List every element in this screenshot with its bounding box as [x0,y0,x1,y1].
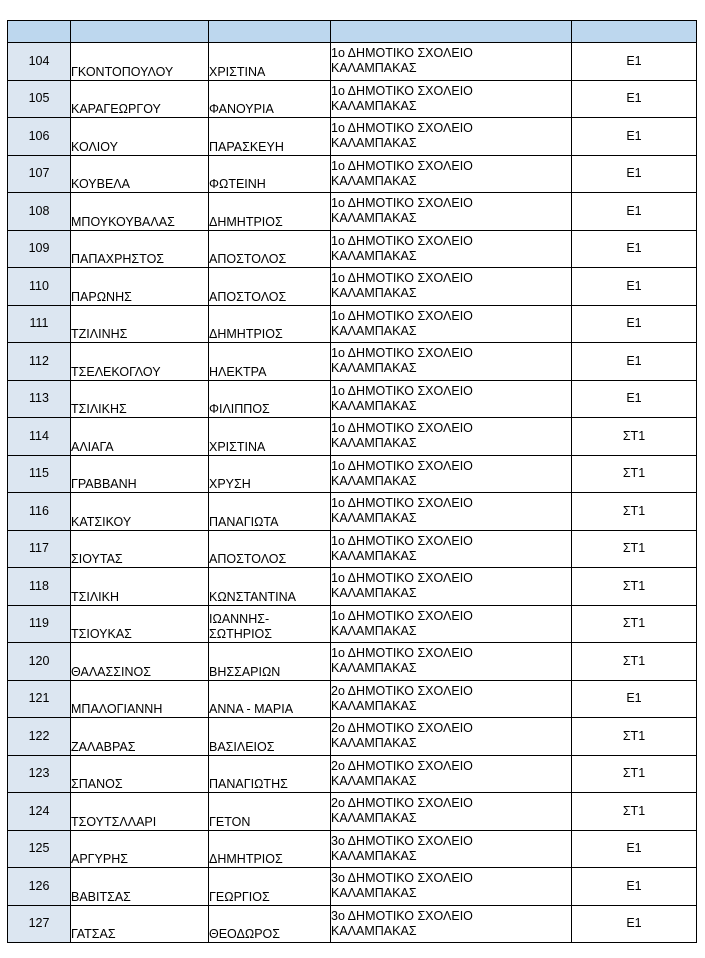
school-cell [331,718,572,756]
school-line: ΚΑΛΑΜΠΑΚΑΣ [331,623,417,638]
table-row [8,380,697,418]
row-number: 119 [8,605,71,643]
surname-cell: ΚΟΥΒΕΛΑ [71,155,209,193]
school-cell [331,643,572,681]
grade-cell: Ε1 [572,80,697,118]
school-cell [331,568,572,606]
surname-cell: ΚΟΛΙΟΥ [71,118,209,156]
school-cell [331,680,572,718]
firstname-line: ΑΠΟΣΤΟΛΟΣ [209,252,287,266]
table-row [8,830,697,868]
firstname-cell [209,305,331,343]
school-cell [331,230,572,268]
firstname-line: ΦΑΝΟΥΡΙΑ [209,102,274,116]
firstname-cell [209,755,331,793]
school-line: ΚΑΛΑΜΠΑΚΑΣ [331,473,417,488]
school-line: 3ο ΔΗΜΟΤΙΚΟ ΣΧΟΛΕΙΟ [331,871,473,886]
school-line: 1ο ΔΗΜΟΤΙΚΟ ΣΧΟΛΕΙΟ [331,496,473,511]
school-line: ΚΑΛΑΜΠΑΚΑΣ [331,61,417,76]
table-row [8,868,697,906]
grade-cell: Ε1 [572,905,697,943]
firstname-line: ΒΗΣΣΑΡΙΩΝ [209,664,281,679]
school-line: 1ο ΔΗΜΟΤΙΚΟ ΣΧΟΛΕΙΟ [331,608,473,623]
school-cell [331,605,572,643]
firstname-cell [209,455,331,493]
row-number: 125 [8,830,71,868]
surname-cell: ΣΙΟΥΤΑΣ [71,530,209,568]
table-row [8,193,697,231]
school-line: ΚΑΛΑΜΠΑΚΑΣ [331,398,417,413]
firstname-cell [209,680,331,718]
school-cell [331,155,572,193]
firstname-cell [209,793,331,831]
firstname-cell [209,830,331,868]
school-cell [331,118,572,156]
school-line: ΚΑΛΑΜΠΑΚΑΣ [331,586,417,601]
school-line: ΚΑΛΑΜΠΑΚΑΣ [331,811,417,826]
firstname-line: ΗΛΕΚΤΡΑ [209,364,267,379]
table-row [8,455,697,493]
header-cell-firstname [209,21,331,43]
surname-cell: ΚΑΤΣΙΚΟΥ [71,493,209,531]
row-number: 106 [8,118,71,156]
school-line: 1ο ΔΗΜΟΤΙΚΟ ΣΧΟΛΕΙΟ [331,346,473,361]
school-line: ΚΑΛΑΜΠΑΚΑΣ [331,736,417,751]
row-number: 104 [8,43,71,81]
surname-cell: ΤΖΙΛΙΝΗΣ [71,305,209,343]
grade-cell: ΣΤ1 [572,605,697,643]
surname-cell: ΒΑΒΙΤΣΑΣ [71,868,209,906]
surname-cell: ΑΡΓΥΡΗΣ [71,830,209,868]
grade-cell: ΣΤ1 [572,493,697,531]
surname-cell: ΓΡΑΒΒΑΝΗ [71,455,209,493]
school-line: 1ο ΔΗΜΟΤΙΚΟ ΣΧΟΛΕΙΟ [331,196,473,211]
school-line: ΚΑΛΑΜΠΑΚΑΣ [331,661,417,676]
table-row [8,493,697,531]
school-cell [331,380,572,418]
header-cell-surname [71,21,209,43]
school-line: ΚΑΛΑΜΠΑΚΑΣ [331,248,417,263]
surname-cell: ΖΑΛΑΒΡΑΣ [71,718,209,756]
school-line: ΚΑΛΑΜΠΑΚΑΣ [331,286,417,301]
firstname-line: ΑΠΟΣΤΟΛΟΣ [209,289,287,304]
school-line: 1ο ΔΗΜΟΤΙΚΟ ΣΧΟΛΕΙΟ [331,271,473,286]
table-row [8,568,697,606]
school-line: ΚΑΛΑΜΠΑΚΑΣ [331,773,417,788]
school-cell [331,905,572,943]
firstname-cell [209,343,331,381]
row-number: 121 [8,680,71,718]
grade-cell: Ε1 [572,305,697,343]
firstname-line: ΑΠΟΣΤΟΛΟΣ [209,552,287,566]
row-number: 113 [8,380,71,418]
school-line: ΚΑΛΑΜΠΑΚΑΣ [331,136,417,151]
school-line: ΚΑΛΑΜΠΑΚΑΣ [331,211,417,226]
row-number: 110 [8,268,71,306]
firstname-line: ΦΩΤΕΙΝΗ [209,177,266,191]
table-row [8,305,697,343]
surname-cell: ΓΚΟΝΤΟΠΟΥΛΟΥ [71,43,209,81]
grade-cell: Ε1 [572,230,697,268]
firstname-cell [209,193,331,231]
firstname-cell [209,905,331,943]
row-number: 107 [8,155,71,193]
grade-cell: Ε1 [572,380,697,418]
school-line: 1ο ΔΗΜΟΤΙΚΟ ΣΧΟΛΕΙΟ [331,46,473,61]
firstname-line: ΘΕΟΔΩΡΟΣ [209,927,281,941]
school-cell [331,868,572,906]
school-cell [331,530,572,568]
school-line: 1ο ΔΗΜΟΤΙΚΟ ΣΧΟΛΕΙΟ [331,646,473,661]
firstname-line: ΔΗΜΗΤΡΙΟΣ [209,327,283,341]
firstname-cell [209,155,331,193]
firstname-line: ΚΩΝΣΤΑΝΤΙΝΑ [209,589,296,604]
surname-cell: ΠΑΡΩΝΗΣ [71,268,209,306]
firstname-cell [209,643,331,681]
firstname-cell [209,718,331,756]
row-number: 109 [8,230,71,268]
table-row [8,418,697,456]
table-row [8,793,697,831]
school-line: ΚΑΛΑΜΠΑΚΑΣ [331,511,417,526]
surname-cell: ΤΣΕΛΕΚΟΓΛΟΥ [71,343,209,381]
row-number: 108 [8,193,71,231]
row-number: 116 [8,493,71,531]
firstname-cell [209,868,331,906]
grade-cell: Ε1 [572,43,697,81]
surname-cell: ΤΣΙΛΙΚΗΣ [71,380,209,418]
grade-cell: Ε1 [572,118,697,156]
school-line: 2ο ΔΗΜΟΤΙΚΟ ΣΧΟΛΕΙΟ [331,683,473,698]
grade-cell: ΣΤ1 [572,793,697,831]
school-line: ΚΑΛΑΜΠΑΚΑΣ [331,548,417,563]
row-number: 122 [8,718,71,756]
grade-cell: Ε1 [572,680,697,718]
surname-cell: ΓΑΤΣΑΣ [71,905,209,943]
table-row [8,718,697,756]
header-cell-grade [572,21,697,43]
school-cell [331,793,572,831]
grade-cell: Ε1 [572,268,697,306]
surname-cell: ΤΣΙΟΥΚΑΣ [71,605,209,643]
firstname-line: ΒΑΣΙΛΕΙΟΣ [209,739,275,754]
school-line: 1ο ΔΗΜΟΤΙΚΟ ΣΧΟΛΕΙΟ [331,458,473,473]
school-line: ΚΑΛΑΜΠΑΚΑΣ [331,886,417,901]
firstname-cell [209,530,331,568]
firstname-cell [209,230,331,268]
firstname-line: ΓΕΤΟΝ [209,814,251,829]
firstname-cell [209,268,331,306]
row-number: 114 [8,418,71,456]
table-row [8,155,697,193]
header-cell-number [8,21,71,43]
firstname-line: ΓΕΩΡΓΙΟΣ [209,889,270,904]
surname-cell: ΜΠΟΥΚΟΥΒΑΛΑΣ [71,193,209,231]
table-row [8,905,697,943]
firstname-line: ΔΗΜΗΤΡΙΟΣ [209,852,283,866]
grade-cell: ΣΤ1 [572,418,697,456]
table-row [8,530,697,568]
table-row [8,643,697,681]
grade-cell: ΣΤ1 [572,530,697,568]
school-line: 1ο ΔΗΜΟΤΙΚΟ ΣΧΟΛΕΙΟ [331,421,473,436]
surname-cell: ΤΣΙΛΙΚΗ [71,568,209,606]
school-cell [331,493,572,531]
school-line: 1ο ΔΗΜΟΤΙΚΟ ΣΧΟΛΕΙΟ [331,383,473,398]
table-row [8,268,697,306]
row-number: 123 [8,755,71,793]
grade-cell: Ε1 [572,343,697,381]
grade-cell: Ε1 [572,193,697,231]
table-row [8,118,697,156]
school-line: ΚΑΛΑΜΠΑΚΑΣ [331,173,417,188]
firstname-line: ΧΡΙΣΤΙΝΑ [209,439,266,454]
firstname-cell [209,568,331,606]
school-cell [331,455,572,493]
school-line: 1ο ΔΗΜΟΤΙΚΟ ΣΧΟΛΕΙΟ [331,571,473,586]
table-row [8,755,697,793]
school-line: ΚΑΛΑΜΠΑΚΑΣ [331,698,417,713]
surname-cell: ΘΑΛΑΣΣΙΝΟΣ [71,643,209,681]
school-cell [331,305,572,343]
school-line: 1ο ΔΗΜΟΤΙΚΟ ΣΧΟΛΕΙΟ [331,533,473,548]
row-number: 105 [8,80,71,118]
row-number: 124 [8,793,71,831]
school-line: 3ο ΔΗΜΟΤΙΚΟ ΣΧΟΛΕΙΟ [331,908,473,923]
grade-cell: ΣΤ1 [572,568,697,606]
row-number: 127 [8,905,71,943]
school-line: 1ο ΔΗΜΟΤΙΚΟ ΣΧΟΛΕΙΟ [331,83,473,98]
school-line: 2ο ΔΗΜΟΤΙΚΟ ΣΧΟΛΕΙΟ [331,721,473,736]
surname-cell: ΜΠΑΛΟΓΙΑΝΝΗ [71,680,209,718]
firstname-cell [209,418,331,456]
school-line: ΚΑΛΑΜΠΑΚΑΣ [331,361,417,376]
firstname-cell [209,118,331,156]
header-cell-school [331,21,572,43]
school-cell [331,418,572,456]
grade-cell: Ε1 [572,830,697,868]
school-cell [331,268,572,306]
table-row [8,43,697,81]
firstname-cell [209,80,331,118]
firstname-line: ΔΗΜΗΤΡΙΟΣ [209,214,283,229]
school-cell [331,343,572,381]
school-line: ΚΑΛΑΜΠΑΚΑΣ [331,323,417,338]
row-number: 117 [8,530,71,568]
table-row [8,605,697,643]
school-line: 3ο ΔΗΜΟΤΙΚΟ ΣΧΟΛΕΙΟ [331,833,473,848]
school-cell [331,830,572,868]
firstname-line: ΙΩΑΝΝΗΣ- [209,612,270,626]
table-row [8,680,697,718]
school-cell [331,755,572,793]
header-row [8,21,697,43]
firstname-cell [209,493,331,531]
school-line: ΚΑΛΑΜΠΑΚΑΣ [331,436,417,451]
row-number: 118 [8,568,71,606]
table-row [8,230,697,268]
firstname-line: ΧΡΥΣΗ [209,477,251,491]
school-cell [331,43,572,81]
school-cell [331,193,572,231]
firstname-cell [209,43,331,81]
grade-cell: Ε1 [572,868,697,906]
firstname-line: ΠΑΝΑΓΙΩΤΑ [209,514,279,529]
grade-cell: Ε1 [572,155,697,193]
table-row [8,343,697,381]
firstname-line: ΠΑΝΑΓΙΩΤΗΣ [209,777,288,791]
school-line: 1ο ΔΗΜΟΤΙΚΟ ΣΧΟΛΕΙΟ [331,121,473,136]
student-table [7,20,697,943]
row-number: 120 [8,643,71,681]
surname-cell: ΤΣΟΥΤΣΛΛΑΡΙ [71,793,209,831]
surname-cell: ΑΛΙΑΓΑ [71,418,209,456]
school-line: 1ο ΔΗΜΟΤΙΚΟ ΣΧΟΛΕΙΟ [331,308,473,323]
school-line: 2ο ΔΗΜΟΤΙΚΟ ΣΧΟΛΕΙΟ [331,796,473,811]
grade-cell: ΣΤ1 [572,718,697,756]
school-line: ΚΑΛΑΜΠΑΚΑΣ [331,923,417,938]
grade-cell: ΣΤ1 [572,755,697,793]
row-number: 111 [8,305,71,343]
school-line: ΚΑΛΑΜΠΑΚΑΣ [331,848,417,863]
school-line: 1ο ΔΗΜΟΤΙΚΟ ΣΧΟΛΕΙΟ [331,233,473,248]
school-line: 2ο ΔΗΜΟΤΙΚΟ ΣΧΟΛΕΙΟ [331,758,473,773]
surname-cell: ΠΑΠΑΧΡΗΣΤΟΣ [71,230,209,268]
school-line: 1ο ΔΗΜΟΤΙΚΟ ΣΧΟΛΕΙΟ [331,158,473,173]
firstname-cell [209,605,331,643]
row-number: 115 [8,455,71,493]
school-line: ΚΑΛΑΜΠΑΚΑΣ [331,98,417,113]
grade-cell: ΣΤ1 [572,643,697,681]
firstname-line: ΦΙΛΙΠΠΟΣ [209,402,270,416]
surname-cell: ΚΑΡΑΓΕΩΡΓΟΥ [71,80,209,118]
surname-cell: ΣΠΑΝΟΣ [71,755,209,793]
row-number: 112 [8,343,71,381]
firstname-line: ΑΝΝΑ - ΜΑΡΙΑ [209,702,294,716]
school-cell [331,80,572,118]
firstname-line: ΣΩΤΗΡΙΟΣ [209,627,272,641]
table-row [8,80,697,118]
grade-cell: ΣΤ1 [572,455,697,493]
firstname-line: ΧΡΙΣΤΙΝΑ [209,64,266,79]
firstname-line: ΠΑΡΑΣΚΕΥΗ [209,139,284,154]
row-number: 126 [8,868,71,906]
firstname-cell [209,380,331,418]
